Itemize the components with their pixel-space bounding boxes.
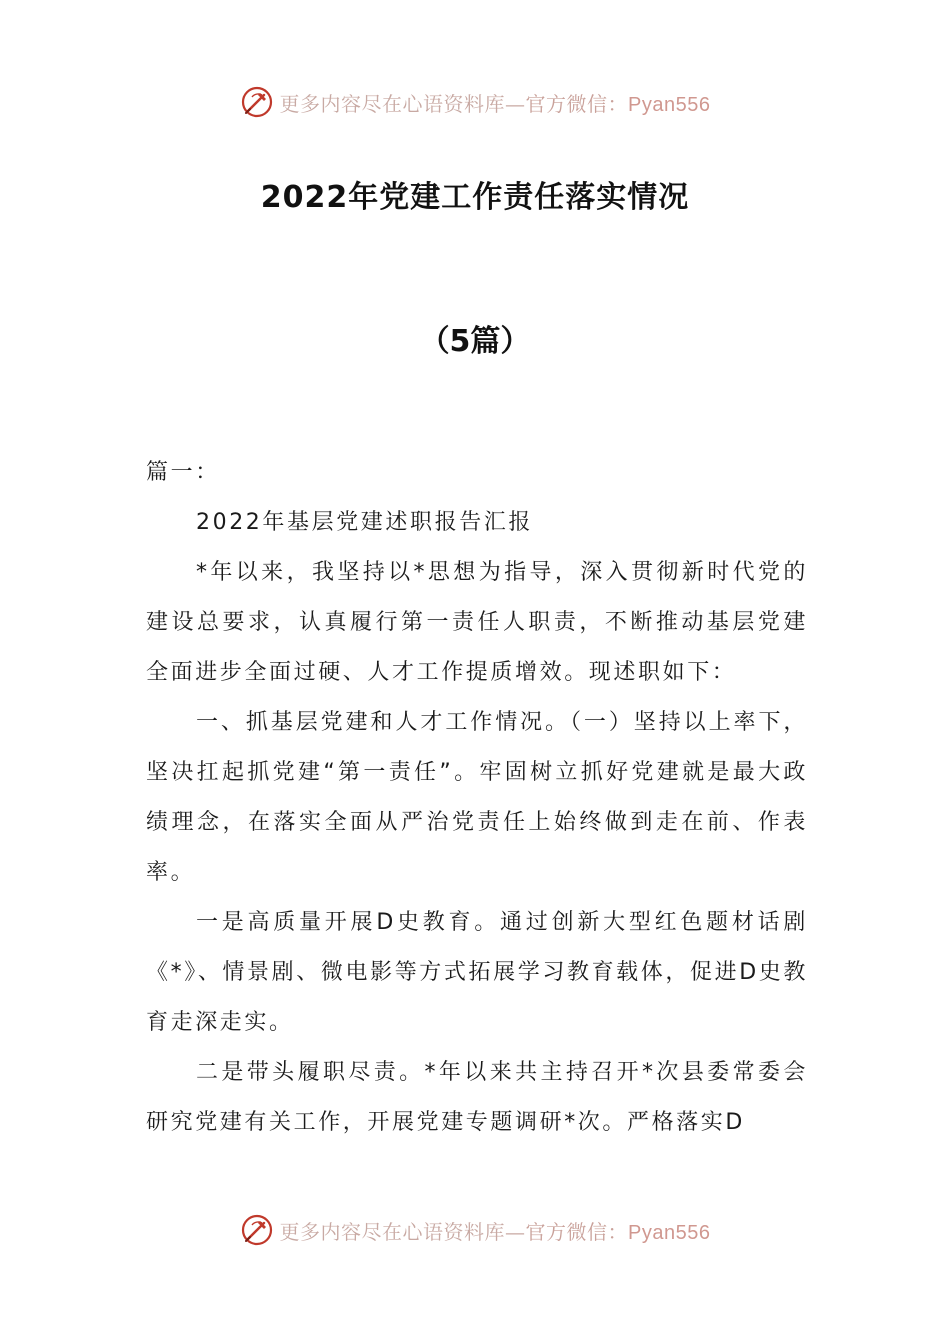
pen-logo-icon — [240, 85, 274, 119]
section-label: 篇一： — [146, 460, 220, 485]
report-title: 2022年基层党建述职报告汇报 — [196, 510, 533, 535]
watermark-wechat-label: 官方微信： — [525, 1219, 629, 1244]
watermark-main: 更多内容尽在心语资料库 — [279, 91, 506, 116]
watermark-dash: — — [505, 91, 526, 116]
body-paragraph: 二是带头履职尽责。*年以来共主持召开*次县委常委会研究党建有关工作，开展党建专题调研*次。严格落实D — [146, 1060, 808, 1135]
watermark-main: 更多内容尽在心语资料库 — [279, 1219, 506, 1244]
footer-watermark — [0, 1210, 950, 1250]
watermark-text — [280, 88, 711, 117]
body-paragraph: *年以来，我坚持以*思想为指导，深入贯彻新时代党的建设总要求，认真履行第一责任人职责，不断推动基层党建全面进步全面过硬、人才工作提质增效。现述职如下： — [146, 560, 808, 685]
watermark-wechat-id: Pyan556 — [628, 1221, 711, 1244]
pen-logo-icon — [240, 1213, 274, 1247]
document-title: 2022年党建工作责任落实情况 — [260, 180, 690, 215]
watermark-text — [280, 1216, 711, 1245]
document-subtitle: （5篇） — [419, 324, 531, 359]
header-watermark — [0, 82, 950, 122]
watermark-wechat-label: 官方微信： — [525, 91, 629, 116]
body-paragraph: 一、抓基层党建和人才工作情况。（一）坚持以上率下，坚决扛起抓党建“第一责任”。牢固树立抓好党建就是最大政绩理念，在落实全面从严治党责任上始终做到走在前、作表率。 — [146, 710, 808, 885]
document-body — [146, 448, 808, 1148]
watermark-dash: — — [505, 1219, 526, 1244]
watermark-wechat-id: Pyan556 — [628, 93, 711, 116]
body-paragraph: 一是高质量开展D史教育。通过创新大型红色题材话剧《*》、情景剧、微电影等方式拓展学习教育载体，促进D史教育走深走实。 — [146, 910, 808, 1035]
